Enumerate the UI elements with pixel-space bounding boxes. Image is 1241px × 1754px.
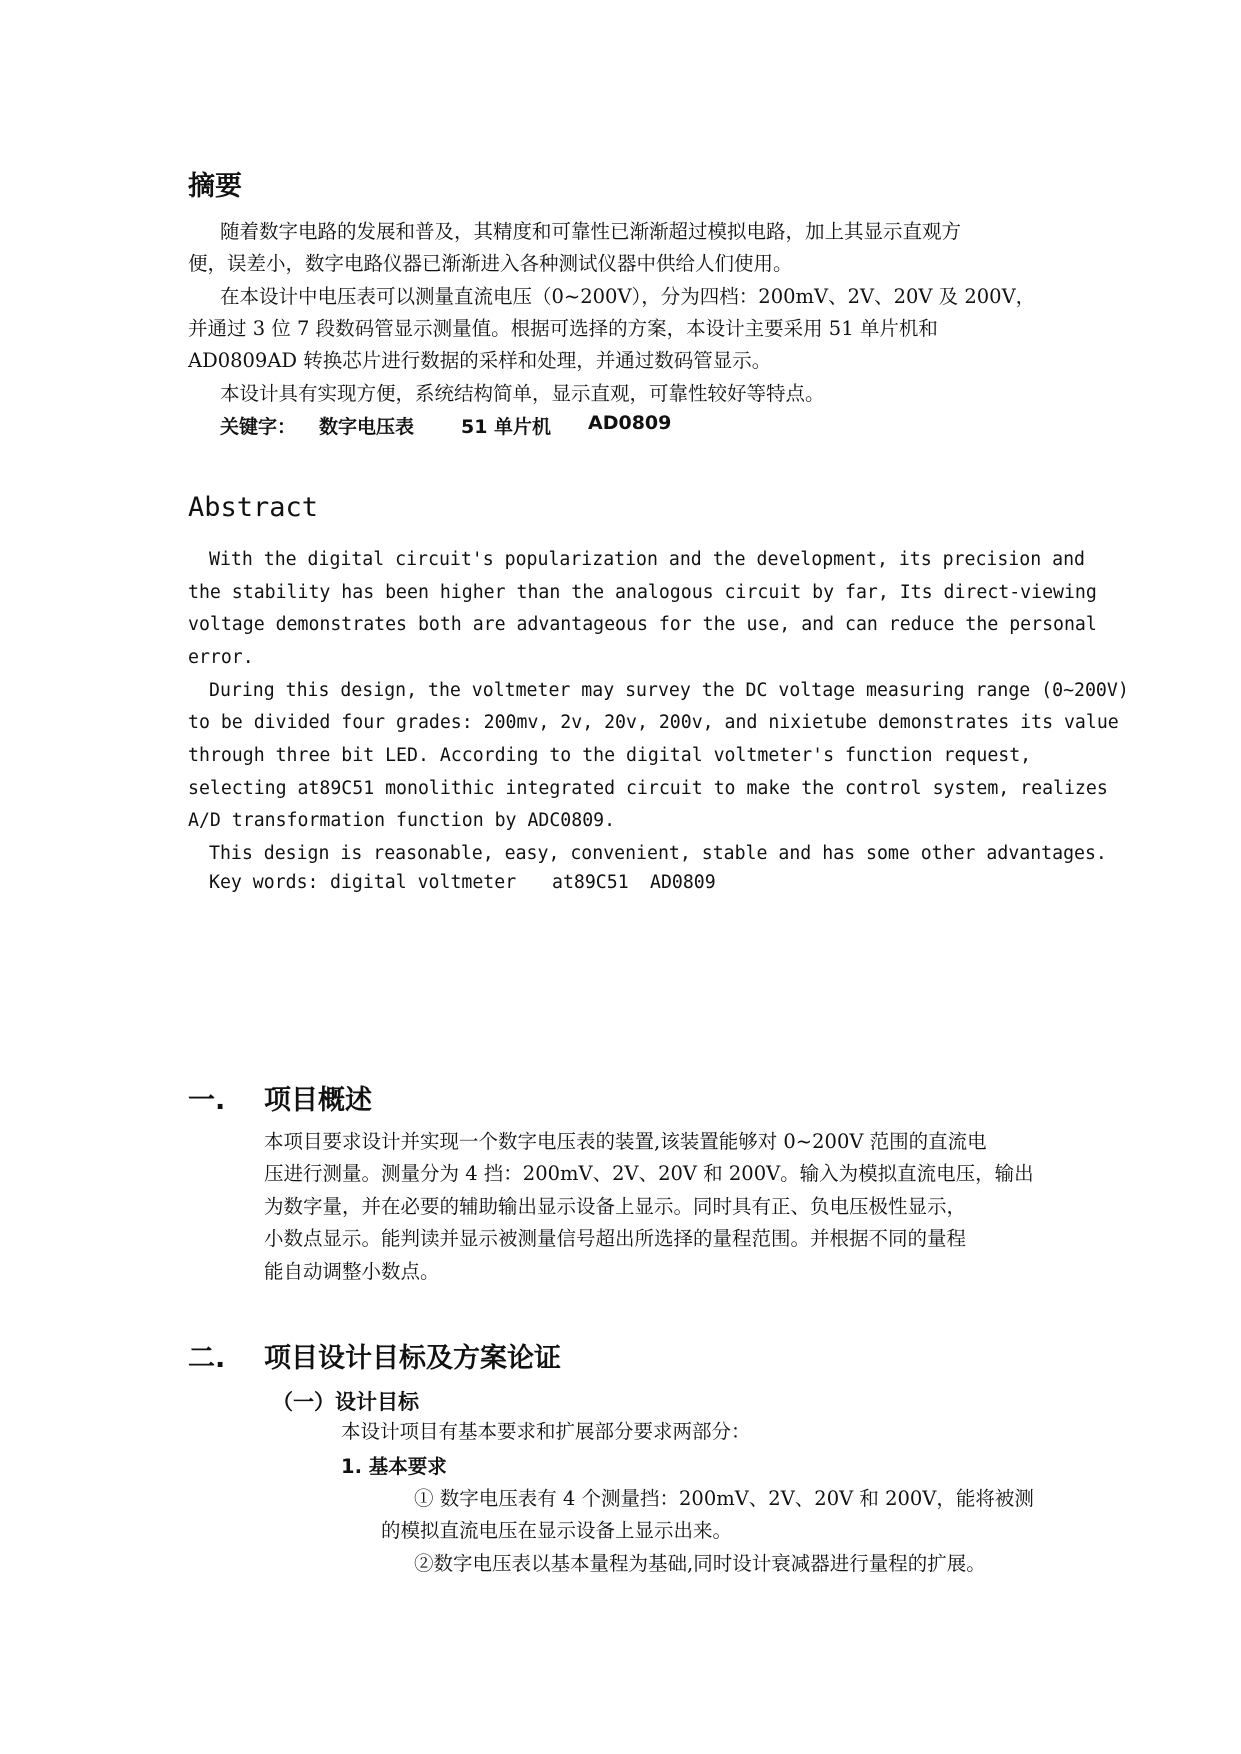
section2-title: 项目设计目标及方案论证 [264, 1343, 561, 1374]
section1-line-1: 本项目要求设计并实现一个数字电压表的装置,该装置能够对 0~200V 范围的直流电 [264, 1130, 987, 1153]
abstract-en-line-5: During this design, the voltmeter may survey the DC voltage measuring range (0~200V) [209, 680, 1129, 701]
abstract-en-line-1: With the digital circuit's popularization and the development, its precision and [209, 549, 1085, 570]
abstract-cn-line-4: 并通过 3 位 7 段数码管显示测量值。根据可选择的方案，本设计主要采用 51 单片机和 [188, 317, 938, 340]
keyword-cn-3: AD0809 [588, 412, 672, 434]
abstract-en-line-3: voltage demonstrates both are advantageous for the use, and can reduce the personal [188, 614, 1097, 635]
abstract-cn-line-1: 随着数字电路的发展和普及，其精度和可靠性已渐渐超过模拟电路，加上其显示直观方 [220, 220, 962, 243]
section1-number: 一. [188, 1085, 226, 1116]
abstract-cn-heading: 摘要 [188, 171, 242, 202]
abstract-en-line-2: the stability has been higher than the analogous circuit by far, Its direct-viewing [188, 582, 1097, 603]
keyword-en-1: digital voltmeter [330, 872, 517, 893]
section1-line-3: 为数字量，并在必要的辅助输出显示设备上显示。同时具有正、负电压极性显示， [264, 1195, 967, 1218]
keyword-en-3: AD0809 [650, 872, 716, 893]
section1-line-4: 小数点显示。能判读并显示被测量信号超出所选择的量程范围。并根据不同的量程 [264, 1227, 967, 1250]
abstract-en-line-4: error. [188, 647, 254, 668]
section1-line-2: 压进行测量。测量分为 4 挡：200mV、2V、20V 和 200V。输入为模拟直流电压，输出 [264, 1162, 1034, 1185]
abstract-cn-line-3: 在本设计中电压表可以测量直流电压（0~200V），分为四档：200mV、2V、20V 及 200V， [220, 285, 1036, 308]
basic-req-line-1: ① 数字电压表有 4 个测量挡：200mV、2V、20V 和 200V，能将被测 [414, 1487, 1034, 1510]
abstract-cn-line-5: AD0809AD 转换芯片进行数据的采样和处理，并通过数码管显示。 [188, 349, 772, 372]
abstract-en-line-8: selecting at89C51 monolithic integrated circuit to make the control system, realizes [188, 778, 1108, 799]
abstract-cn-line-2: 便，误差小，数字电路仪器已渐渐进入各种测试仪器中供给人们使用。 [188, 252, 793, 275]
basic-req-line-2: 的模拟直流电压在显示设备上显示出来。 [381, 1519, 733, 1542]
abstract-en-line-7: through three bit LED. According to the digital voltmeter's function request, [188, 745, 1032, 766]
subsection-intro: 本设计项目有基本要求和扩展部分要求两部分： [341, 1420, 751, 1443]
section1-title: 项目概述 [264, 1085, 372, 1116]
abstract-en-line-10: This design is reasonable, easy, convenient, stable and has some other advantages. [209, 843, 1107, 864]
keyword-cn-2: 51 单片机 [461, 416, 552, 438]
section1-line-5: 能自动调整小数点。 [264, 1260, 440, 1283]
item-basic-requirements: 1. 基本要求 [341, 1455, 447, 1478]
subsection-design-goal: （一）设计目标 [272, 1390, 419, 1414]
keywords-en-label: Key words: [209, 872, 319, 893]
basic-req-line-3: ②数字电压表以基本量程为基础,同时设计衰减器进行量程的扩展。 [414, 1552, 986, 1575]
section2-number: 二. [188, 1343, 226, 1374]
abstract-cn-line-6: 本设计具有实现方便，系统结构简单，显示直观，可靠性较好等特点。 [220, 382, 825, 405]
keywords-cn-label: 关键字： [220, 416, 297, 438]
abstract-en-line-9: A/D transformation function by ADC0809. [188, 810, 616, 831]
keyword-en-2: at89C51 [552, 872, 629, 893]
keyword-cn-1: 数字电压表 [319, 416, 415, 438]
abstract-en-heading: Abstract [188, 492, 319, 523]
abstract-en-line-6: to be divided four grades: 200mv, 2v, 20v, 200v, and nixietube demonstrates its value [188, 712, 1119, 733]
